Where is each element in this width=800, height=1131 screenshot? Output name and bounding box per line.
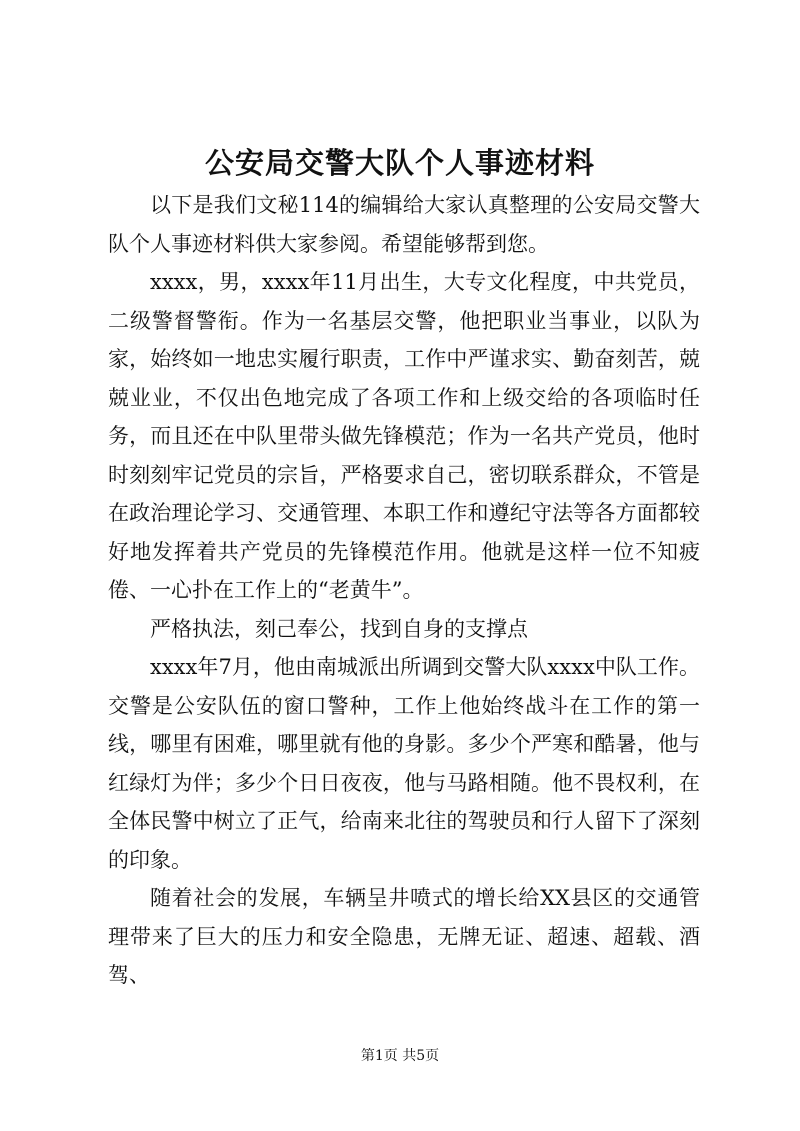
page-indicator: 第1页 共5页 <box>360 1048 440 1064</box>
document-title: 公安局交警大队个人事迹材料 <box>204 146 595 180</box>
document-body <box>108 186 700 995</box>
section-heading: 严格执法，刻己奉公，找到自身的支撑点 <box>150 616 528 641</box>
paragraph-profile: xxxx，男，xxxx年11月出生，大专文化程度，中共党员，二级警督警衔。作为一名基层交警，他把职业当事业，以队为家，始终如一地忠实履行职责，工作中严谨求实、勤奋刻苦，兢兢业业，不仅出色地完成了各项工作和上级交给的各项临时任务，而且还在中队里带头做先锋模范；作为一名共产党员，他时时刻刻牢记党员的宗旨，严格要求自己，密切联系群众，不管是在政治理论学习、交通管理、本职工作和遵纪守法等各方面都较好地发挥着共产党员的先锋模范作用。他就是这样一位不知疲倦、一心扑在工作上的“老黄牛”。 <box>108 270 700 602</box>
paragraph-work-history: xxxx年7月，他由南城派出所调到交警大队xxxx中队工作。交警是公安队伍的窗口警种，工作上他始终战斗在工作的第一线，哪里有困难，哪里就有他的身影。多少个严寒和酷暑，他与红绿灯为伴；多少个日日夜夜，他与马路相随。他不畏权利，在全体民警中树立了正气，给南来北往的驾驶员和行人留下了深刻的印象。 <box>108 655 700 872</box>
paragraph-traffic-pressure: 随着社会的发展，车辆呈井喷式的增长给XX县区的交通管理带来了巨大的压力和安全隐患，无牌无证、超速、超载、酒驾、 <box>108 886 700 987</box>
paragraph-intro: 以下是我们文秘114的编辑给大家认真整理的公安局交警大队个人事迹材料供大家参阅。希望能够帮到您。 <box>108 193 700 256</box>
